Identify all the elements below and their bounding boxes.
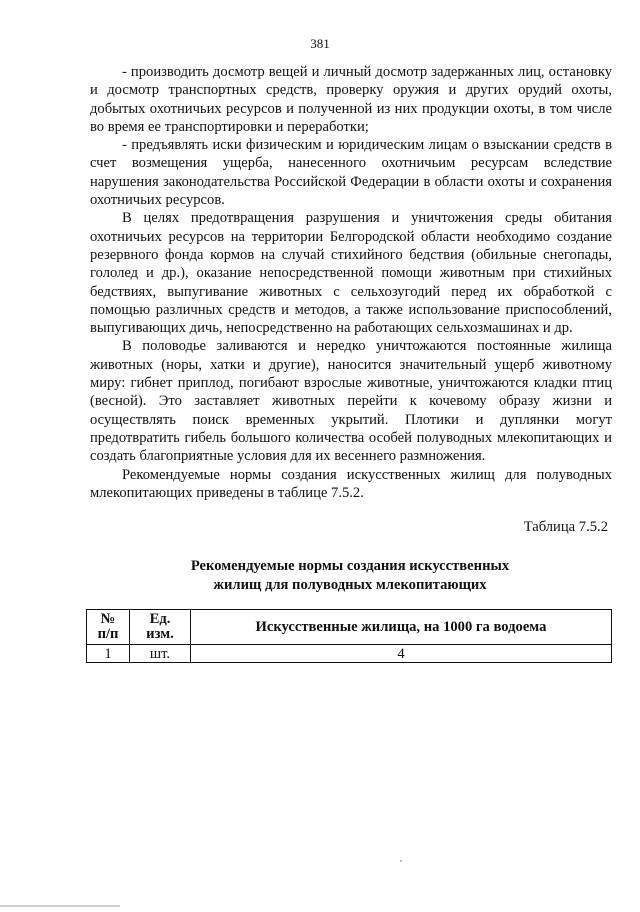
body-text (90, 63, 612, 502)
table-title-line-2: жилищ для полуводных млекопитающих (213, 577, 487, 593)
paragraph-flood-damage: В половодье заливаются и нередко уничтожаются постоянные жилища животных (норы, хатки и другие), наносится значительный ущерб животному миру: гибнет приплод, погибают взрослые животные, уничтожаются кладки птиц (весной). Это заставляет животных перейти к кочевому образу жизни и осуществлять поиск временных укрытий. Плотики и дуплянки могут предотвратить гибель большого количества особей полуводных млекопитающих и создать благоприятные условия для их весеннего размножения. (90, 338, 612, 465)
paragraph-table-reference: Рекомендуемые нормы создания искусственных жилищ для полуводных млекопитающих приведены в таблице 7.5.2. (90, 466, 612, 501)
header-number: № п/п (87, 610, 130, 645)
table-label: Таблица 7.5.2 (523, 519, 608, 535)
table-title (100, 557, 600, 595)
scan-artifact-edge (0, 905, 120, 907)
cell-value: 4 (191, 645, 612, 663)
norms-table (86, 609, 612, 663)
header-unit: Ед. изм. (130, 610, 191, 645)
paragraph-claims-rights: - предъявлять иски физическим и юридическим лицам о взыскании средств в счет возмещения ущерба, нанесенного охотничьим ресурсам вследствие нарушения законодательства Российской Федерации в области охоты и сохранения охотничьих ресурсов. (90, 137, 612, 209)
page-number: 381 (310, 36, 330, 51)
table-header-row (87, 610, 612, 645)
cell-unit: шт. (130, 645, 191, 663)
table-row (87, 645, 612, 663)
paragraph-inspection-rights: - производить досмотр вещей и личный досмотр задержанных лиц, остановку и досмотр транспортных средств, проверку оружия и других орудий охоты, добытых охотничьих ресурсов и полученной из них продукции охоты, в том числе во время ее транспортировки и переработки; (90, 64, 612, 135)
scan-artifact-dot (400, 860, 402, 862)
paragraph-habitat-protection: В целях предотвращения разрушения и уничтожения среды обитания охотничьих ресурсов на территории Белгородской области необходимо создание резервного фонда кормов на случай стихийного бедствия (обильные снегопады, гололед и др.), оказание непосредственной помощи животным при стихийных бедствиях, выпугивание животных с сельхозугодий перед их обработкой с помощью различных средств и методов, а также использование приспособлений, выпугивающих дичь, непосредственно на работающих сельхозмашинах и др. (90, 210, 612, 337)
header-value: Искусственные жилища, на 1000 га водоема (191, 610, 612, 645)
table-title-line-1: Рекомендуемые нормы создания искусственных (190, 558, 510, 574)
cell-number: 1 (87, 645, 130, 663)
